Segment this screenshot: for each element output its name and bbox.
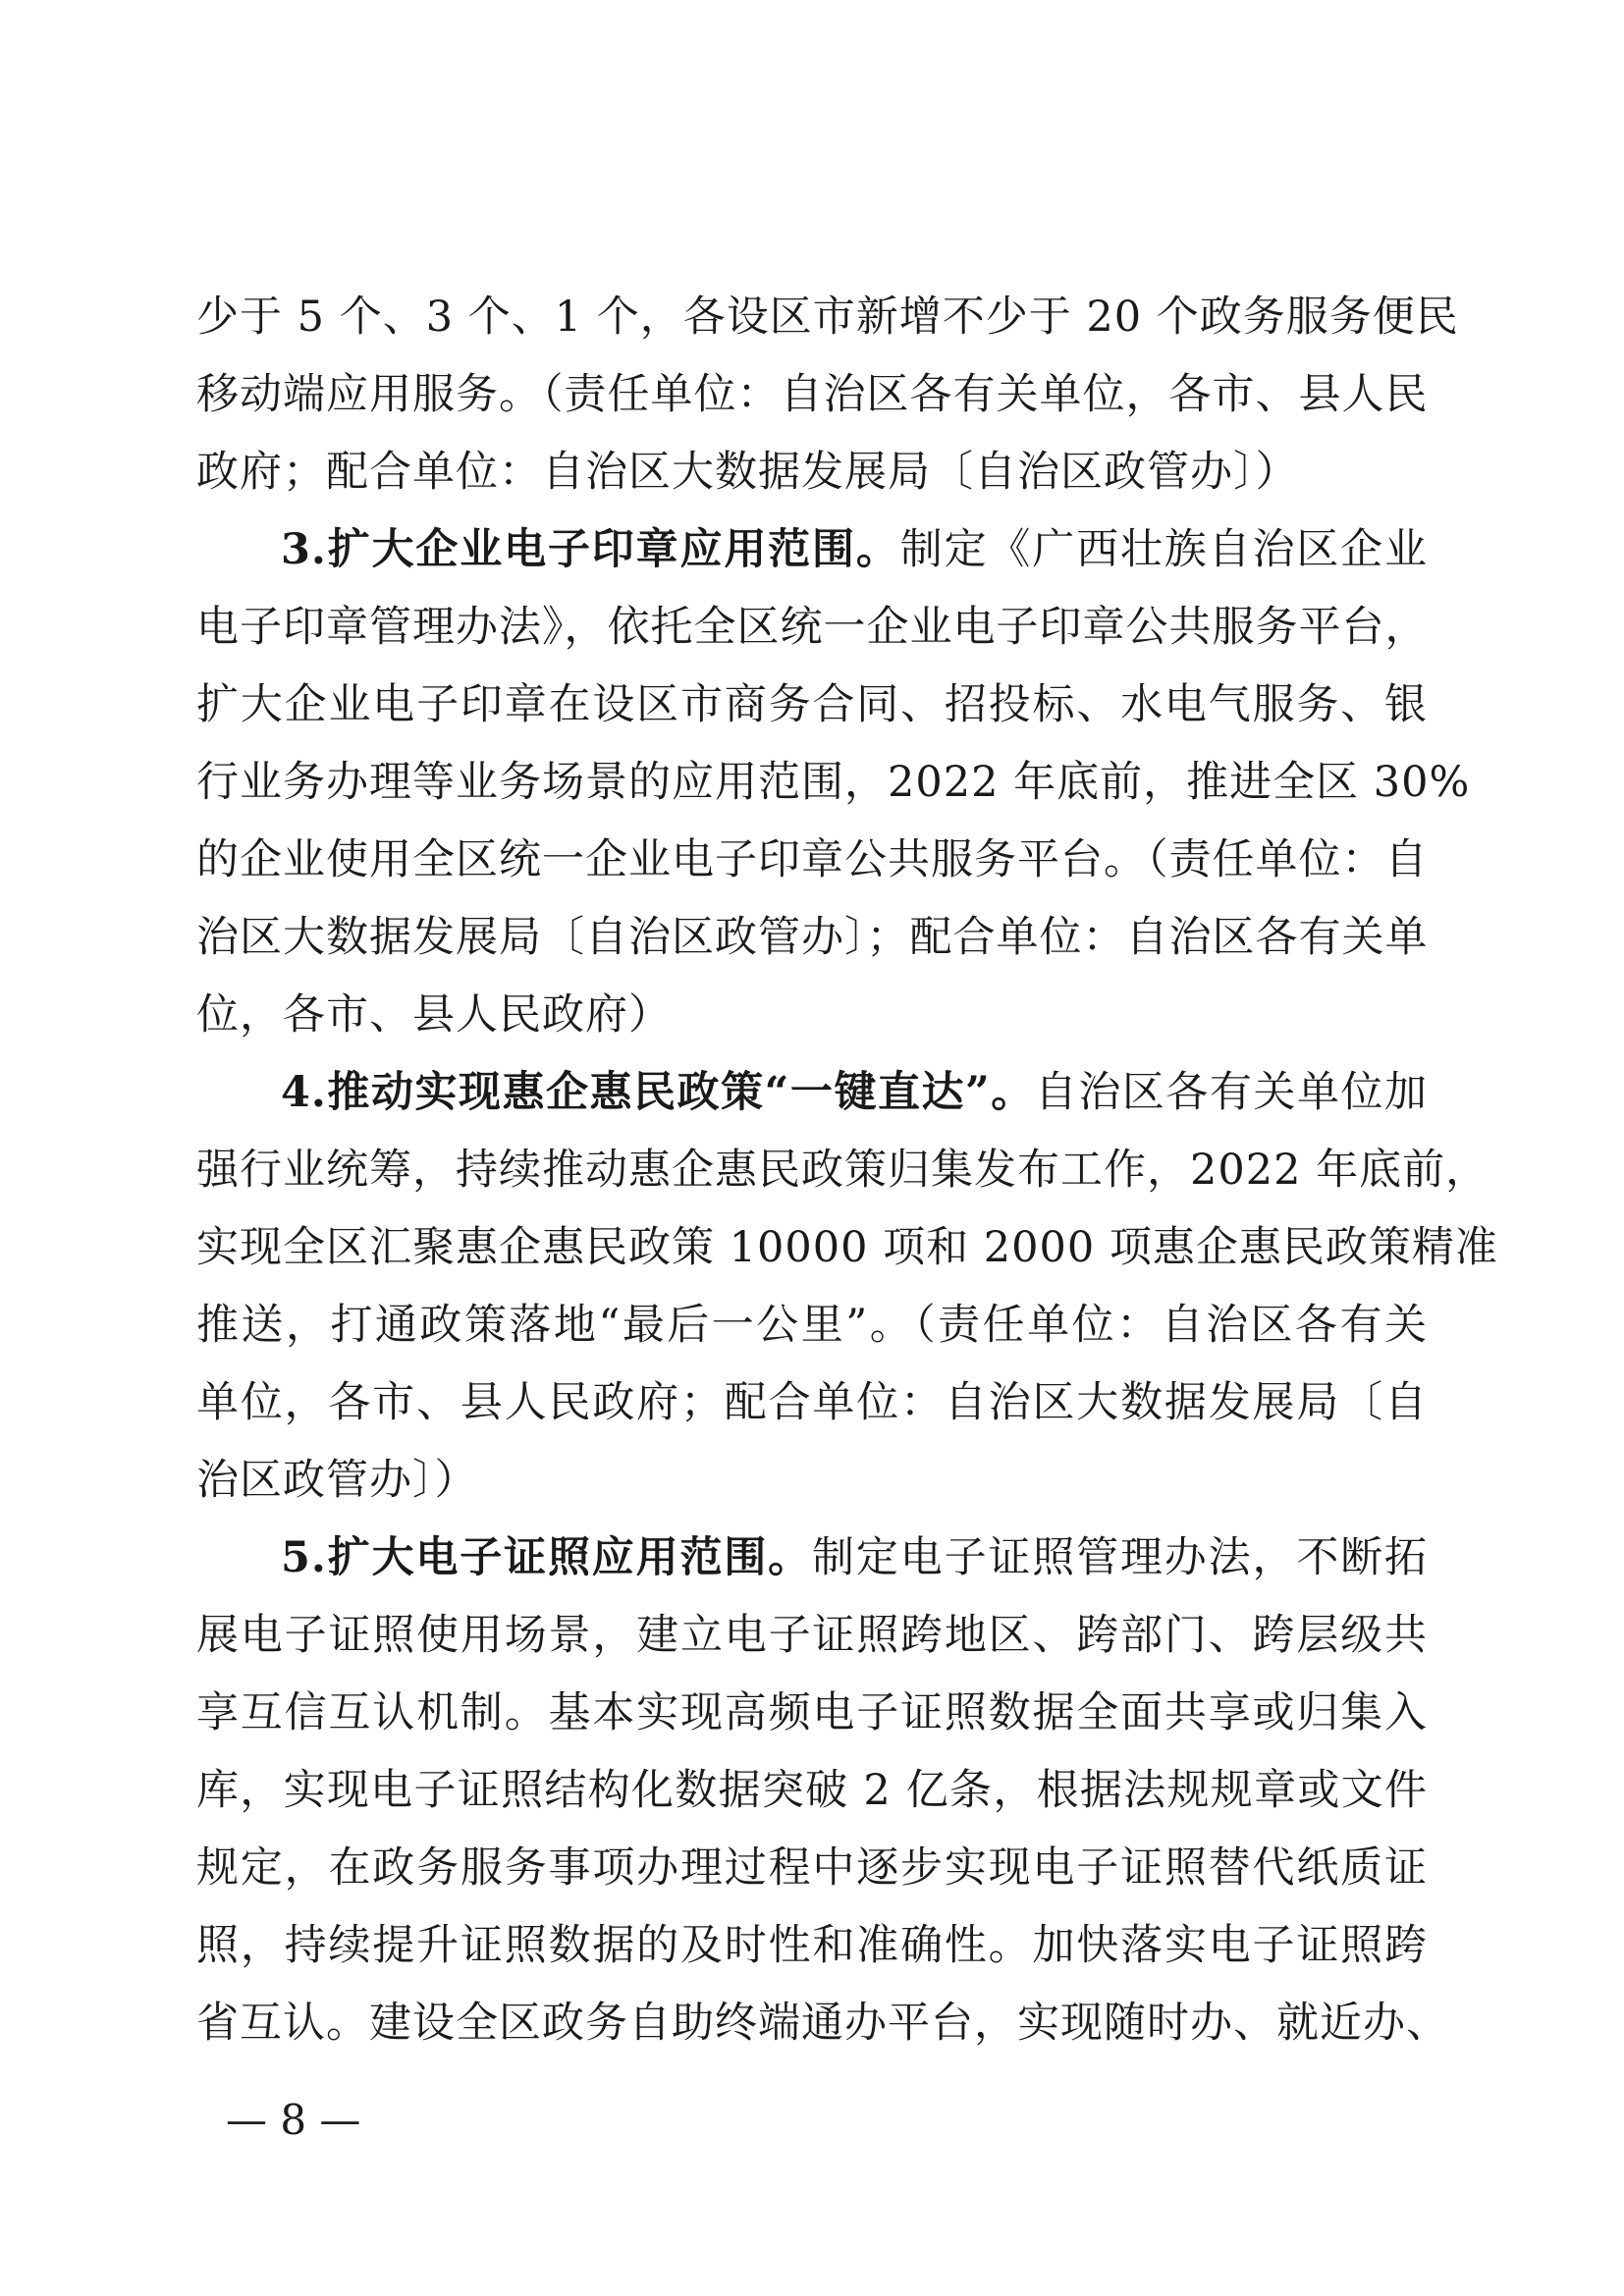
text-line: 实现全区汇聚惠企惠民政策 10000 项和 2000 项惠企惠民政策精准: [196, 1223, 1498, 1272]
text-line: 规定，在政务服务事项办理过程中逐步实现电子证照替代纸质证: [196, 1843, 1428, 1893]
text-line: 位，各市、县人民政府）: [196, 990, 672, 1040]
item-heading: 5.扩大电子证照应用范围。: [281, 1533, 813, 1582]
text-line: 行业务办理等业务场景的应用范围，2022 年底前，推进全区 30%: [196, 758, 1471, 807]
text-line: 移动端应用服务。（责任单位：自治区各有关单位，各市、县人民: [196, 370, 1429, 419]
text-line: 强行业统筹，持续推动惠企惠民政策归集发布工作，2022 年底前，: [196, 1146, 1489, 1195]
text-line: 治区大数据发展局〔自治区政管办〕；配合单位：自治区各有关单: [196, 913, 1429, 962]
text-line: 治区政管办〕）: [196, 1456, 478, 1505]
text-line: 省互认。建设全区政务自助终端通办平台，实现随时办、就近办、: [196, 1999, 1449, 2048]
text-line: 的企业使用全区统一企业电子印章公共服务平台。（责任单位：自: [196, 835, 1429, 884]
text-span: 制定《广西壮族自治区企业: [899, 525, 1429, 574]
paragraph-first-line: [196, 1520, 1428, 1597]
item-heading: 3.扩大企业电子印章应用范围。: [281, 525, 900, 574]
body-text: [196, 279, 1498, 2062]
text-line: 政府；配合单位：自治区大数据发展局〔自治区政管办〕）: [196, 448, 1299, 497]
text-line: 库，实现电子证照结构化数据突破 2 亿条，根据法规规章或文件: [196, 1766, 1428, 1815]
item-heading: 4.推动实现惠企惠民政策“一键直达”。: [281, 1068, 1035, 1117]
paragraph-first-line: [196, 1054, 1428, 1132]
text-line: 扩大企业电子印章在设区市商务合同、招投标、水电气服务、银: [196, 680, 1428, 729]
text-line: 少于 5 个、3 个、1 个，各设区市新增不少于 20 个政务服务便民: [196, 293, 1459, 342]
text-span: 制定电子证照管理办法，不断拓: [812, 1533, 1429, 1582]
text-line: 电子印章管理办法》，依托全区统一企业电子印章公共服务平台，: [196, 603, 1429, 652]
text-line: 展电子证照使用场景，建立电子证照跨地区、跨部门、跨层级共: [196, 1611, 1428, 1660]
text-line: 推送，打通政策落地“最后一公里”。（责任单位：自治区各有关: [196, 1301, 1428, 1350]
text-line: 享互信互认机制。基本实现高频电子证照数据全面共享或归集入: [196, 1688, 1428, 1737]
text-line: 单位，各市、县人民政府；配合单位：自治区大数据发展局〔自: [196, 1378, 1428, 1427]
page-number: — 8 —: [226, 2096, 361, 2144]
text-line: 照，持续提升证照数据的及时性和准确性。加快落实电子证照跨: [196, 1921, 1428, 1970]
text-span: 自治区各有关单位加: [1034, 1068, 1429, 1117]
paragraph-first-line: [196, 511, 1428, 589]
